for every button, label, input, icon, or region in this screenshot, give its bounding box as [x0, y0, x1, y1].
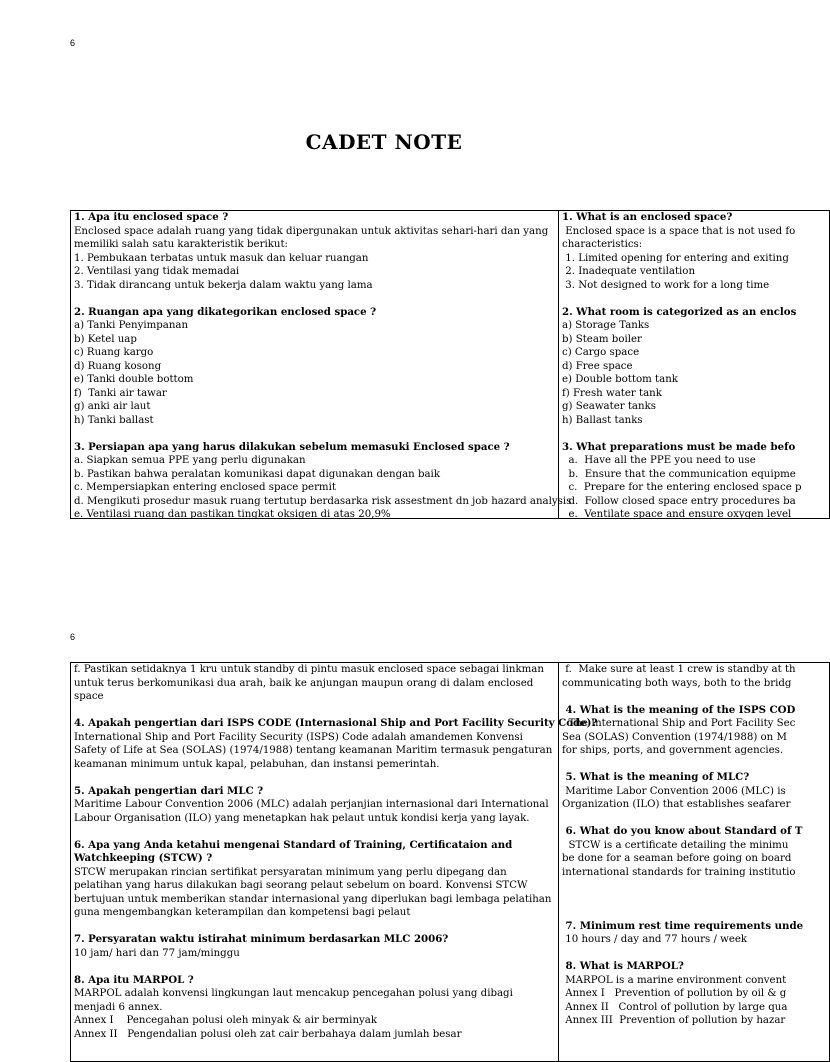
answer-line: Annex I Pencegahan polusi oleh minyak & air berminyak	[74, 1015, 378, 1026]
question-heading: 2. What room is categorized as an enclos	[562, 305, 797, 318]
answer-line: Maritime Labour Convention 2006 (MLC) adalah perjanjian internasional dari International Labour Organisation (ILO) yang menetapkan hak pelaut untuk kondisi kerja yang layak.	[74, 799, 549, 824]
answer-line: e. Ventilate space and ensure oxygen level	[562, 509, 792, 520]
answer-line: b) Ketel uap	[74, 333, 137, 345]
answer-line: Sea (SOLAS) Convention (1974/1988) on M	[562, 731, 787, 743]
page-number-2: 6	[70, 632, 76, 642]
page-number-1: 6	[70, 38, 76, 48]
english-column-1	[559, 211, 829, 518]
question-heading: 5. What is the meaning of MLC?	[562, 771, 750, 783]
answer-line: g) Seawater tanks	[562, 401, 656, 412]
answer-line: characteristics:	[562, 239, 643, 250]
notes-table-1	[70, 210, 830, 519]
answer-line: Annex III Prevention of pollution by hazar	[562, 1015, 786, 1026]
answer-line: be done for a seaman before going on board	[562, 853, 792, 864]
answer-line: STCW merupakan rincian sertifikat persyaratan minimum yang perlu dipegang dan pelatihan yang harus dilakukan bagi seorang pelaut sebelum on board. Konvensi STCW bertujuan untuk memberikan standar internasional yang diperlukan bagi lembaga pelatihan guna mengembangkan keterampilan dan kompetensi bagi pelaut	[74, 866, 552, 918]
answer-line: e) Tanki double bottom	[74, 374, 194, 385]
answer-line: 2. Inadequate ventilation	[562, 266, 695, 277]
answer-line: f) Fresh water tank	[562, 387, 662, 399]
notes-table-2	[70, 662, 830, 1062]
answer-line: Annex II Pengendalian polusi oleh zat cair berbahaya dalam jumlah besar	[74, 1028, 462, 1040]
question-heading: 3. What preparations must be made befo	[562, 440, 796, 453]
answer-line: a. Have all the PPE you need to use	[562, 455, 756, 466]
question-heading: 6. Apa yang Anda ketahui mengenai Standard of Training, Certificataion and Watchkeeping (STCW) ?	[74, 838, 513, 864]
question-heading: 7. Minimum rest time requirements unde	[562, 919, 804, 932]
spacer	[562, 690, 826, 704]
indonesian-column-2	[71, 663, 598, 1061]
answer-line: b. Pastikan bahwa peralatan komunikasi dapat digunakan dengan baik	[74, 468, 440, 480]
answer-line: MARPOL is a marine environment convent	[562, 974, 787, 986]
answer-line: 3. Not designed to work for a long time	[562, 279, 770, 291]
spacer	[74, 292, 555, 306]
answer-line: a. Siapkan semua PPE yang perlu digunakan	[74, 455, 306, 466]
question-heading: 1. Apa itu enclosed space ?	[74, 211, 229, 223]
answer-line: d. Mengikuti prosedur masuk ruang tertutup berdasarka risk assestment dn job hazard analysis	[74, 495, 572, 507]
answer-line: international standards for training institutio	[562, 866, 796, 878]
spacer	[74, 960, 555, 974]
answer-line: MARPOL adalah konvensi lingkungan laut mencakup pencegahan polusi yang dibagi menjadi 6 annex.	[74, 988, 513, 1013]
answer-line: Enclosed space is a space that is not used fo	[562, 225, 796, 237]
answer-line: a) Storage Tanks	[562, 320, 650, 331]
answer-line: Annex I Prevention of pollution by oil & g	[562, 988, 787, 999]
answer-line: c. Mempersiapkan entering enclosed space permit	[74, 482, 336, 493]
spacer	[562, 758, 826, 772]
english-column-2	[559, 663, 829, 1061]
question-heading: 6. What do you know about Standard of T	[562, 825, 803, 837]
answer-line: 1. Pembukaan terbatas untuk masuk dan keluar ruangan	[74, 252, 369, 264]
answer-line: 10 hours / day and 77 hours / week	[562, 934, 748, 945]
spacer	[74, 825, 555, 839]
question-heading: 3. Persiapan apa yang harus dilakukan sebelum memasuki Enclosed space ?	[74, 440, 510, 453]
spacer	[74, 771, 555, 785]
answer-line: c. Prepare for the entering enclosed space p	[562, 482, 802, 493]
answer-line: c) Ruang kargo	[74, 347, 154, 358]
answer-line: f. Pastikan setidaknya 1 kru untuk standby di pintu masuk enclosed space sebagai linkman untuk terus berkomunikasi dua arah, baik ke anjungan maupun orang di dalam enclosed space	[74, 664, 544, 702]
answer-line: Enclosed space adalah ruang yang tidak dipergunakan untuk aktivitas sehari-hari dan yang memiliki salah satu karakteristik berikut:	[74, 225, 549, 250]
question-heading: 5. Apakah pengertian dari MLC ?	[74, 784, 264, 797]
spacer	[74, 920, 555, 934]
answer-line: d. Follow closed space entry procedures ba	[562, 495, 796, 507]
answer-line: The International Ship and Port Facility Sec	[562, 718, 796, 729]
answer-line: d) Free space	[562, 360, 633, 372]
answer-line: 1. Limited opening for entering and exiting	[562, 252, 789, 264]
spacer	[562, 947, 826, 961]
answer-line: h) Tanki ballast	[74, 414, 154, 426]
question-heading: 4. What is the meaning of the ISPS COD	[562, 703, 796, 716]
answer-line: g) anki air laut	[74, 401, 151, 412]
answer-line: d) Ruang kosong	[74, 360, 162, 372]
spacer	[562, 893, 826, 907]
question-heading: 4. Apakah pengertian dari ISPS CODE (Internasional Ship and Port Facility Security Code)?	[74, 717, 598, 729]
spacer	[562, 427, 826, 441]
spacer	[562, 906, 826, 920]
answer-line: f. Make sure at least 1 crew is standby at th	[562, 664, 796, 675]
answer-line: b) Steam boiler	[562, 333, 642, 345]
answer-line: 3. Tidak dirancang untuk bekerja dalam waktu yang lama	[74, 279, 373, 291]
answer-line: for ships, ports, and government agencies.	[562, 745, 784, 756]
answer-line: h) Ballast tanks	[562, 414, 643, 426]
indonesian-column-1	[71, 211, 572, 520]
spacer	[74, 704, 555, 718]
answer-line: communicating both ways, both to the bridg	[562, 677, 792, 689]
question-heading: 8. Apa itu MARPOL ?	[74, 973, 194, 986]
question-heading: 7. Persyaratan waktu istirahat minimum berdasarkan MLC 2006?	[74, 933, 449, 945]
question-heading: 2. Ruangan apa yang dikategorikan enclosed space ?	[74, 305, 377, 318]
spacer	[562, 879, 826, 893]
answer-line: e) Double bottom tank	[562, 374, 678, 385]
spacer	[74, 427, 555, 441]
spacer	[562, 812, 826, 826]
page-title: CADET NOTE	[305, 130, 463, 154]
question-heading: 1. What is an enclosed space?	[562, 211, 733, 223]
answer-line: f) Tanki air tawar	[74, 387, 167, 399]
answer-line: b. Ensure that the communication equipme	[562, 468, 796, 480]
answer-line: Maritime Labor Convention 2006 (MLC) is	[562, 785, 786, 797]
answer-line: STCW is a certificate detailing the minimu	[562, 839, 789, 851]
answer-line: 10 jam/ hari dan 77 jam/minggu	[74, 947, 240, 959]
answer-line: International Ship and Port Facility Security (ISPS) Code adalah amandemen Konvensi Safety of Life at Sea (SOLAS) (1974/1988) tentang keamanan Maritim termasuk pengaturan keamanan minimum untuk kapal, pelabuhan, dan instansi pemerintah.	[74, 731, 553, 770]
answer-line: Organization (ILO) that establishes seafarer	[562, 799, 791, 810]
question-heading: 8. What is MARPOL?	[562, 960, 684, 972]
answer-line: c) Cargo space	[562, 347, 640, 358]
answer-line: 2. Ventilasi yang tidak memadai	[74, 266, 240, 277]
answer-line: e. Ventilasi ruang dan pastikan tingkat oksigen di atas 20,9%	[74, 509, 391, 520]
answer-line: Annex II Control of pollution by large qua	[562, 1001, 788, 1013]
answer-line: a) Tanki Penyimpanan	[74, 320, 189, 331]
spacer	[562, 292, 826, 306]
